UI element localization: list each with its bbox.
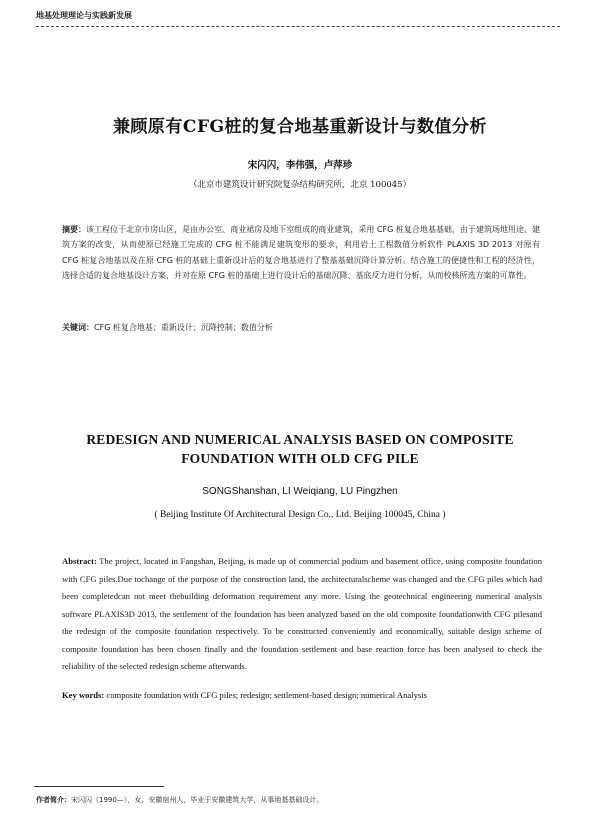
footnote-rule — [34, 786, 164, 787]
english-keywords-label: Key words: — [62, 690, 105, 700]
running-header: 地基处理理论与实践新发展 — [36, 11, 132, 20]
header-rule — [36, 26, 560, 27]
chinese-abstract-text: 该工程位于北京市房山区，是由办公室、商业裙房及地下室组成的商业建筑，采用 CFG 桩复合地基基础，由于建筑场地用途、建筑方案的改变，从而使原已经施工完成的 CFG 桩不能满足建筑变形的要求，利用岩土工程数值分析软件 PLAXIS 3D 2013 对原有 CFG 桩复合地基以及在原 CFG 桩的基础上重新设计后的复合地基进行了整基基础沉降计算分析。结合施工的便捷性和工程的经济性，选择合适的复合地基设计方案，并对在原 CFG 桩的基础上进行设计后的基础沉降、基底反力进行分析，从而校核所选方案的可靠性。 — [62, 225, 541, 280]
chinese-keywords — [62, 322, 540, 333]
footnote-label: 作者简介： — [36, 796, 71, 804]
chinese-affiliation: （北京市建筑设计研究院复杂结构研究所，北京 100045） — [188, 180, 412, 190]
english-abstract — [62, 553, 542, 676]
english-affiliation: ( Beijing Institute Of Architectural Design Co., Ltd. Beijing 100045, China ) — [154, 510, 446, 520]
english-authors: SONGShanshan, LI Weiqiang, LU Pingzhen — [202, 486, 398, 497]
english-title — [0, 430, 600, 468]
english-keywords-text: composite foundation with CFG piles; redesign; settlement-based design; numerical Analysis — [106, 690, 427, 700]
author-footnote — [36, 795, 323, 805]
chinese-title: 兼顾原有CFG桩的复合地基重新设计与数值分析 — [112, 117, 488, 137]
english-title-line2: FOUNDATION WITH OLD CFG PILE — [181, 451, 419, 466]
chinese-abstract — [62, 222, 540, 283]
chinese-abstract-label: 摘要： — [62, 225, 87, 234]
english-title-line1: REDESIGN AND NUMERICAL ANALYSIS BASED ON COMPOSITE — [86, 432, 514, 447]
english-abstract-text: The project, located in Fangshan, Beijing, is made up of commercial podium and basement office, using composite foundation with CFG piles.Due tochange of the purpose of the construction land, the architecturalscheme was changed and the CFG piles which had been completedcan not meet thebuilding deformation requirement any more. Using the geotechnical engineering numerical analysis software PLAXIS3D 2013, the settlement of the foundation has been analyzed based on the old composite foundationwith CFG pilesand the redesign of the composite foundation respectively. To be constructed conveniently and economically, suitable design scheme of composite foundation has been chosen finally and the foundation settlement and base reaction force has been analysed to check the reliability of the selected redesign scheme afterwards. — [62, 556, 542, 671]
chinese-authors: 宋闪闪，李伟强，卢萍珍 — [247, 160, 353, 171]
footnote-text: 宋闪闪（1990—），女，安徽宿州人，毕业于安徽建筑大学，从事地基基础设计。 — [71, 796, 324, 804]
chinese-keywords-label: 关键词： — [62, 323, 94, 332]
english-keywords — [62, 690, 542, 700]
english-abstract-label: Abstract: — [62, 556, 97, 566]
chinese-keywords-text: CFG 桩复合地基；重新设计；沉降控制；数值分析 — [94, 323, 273, 332]
